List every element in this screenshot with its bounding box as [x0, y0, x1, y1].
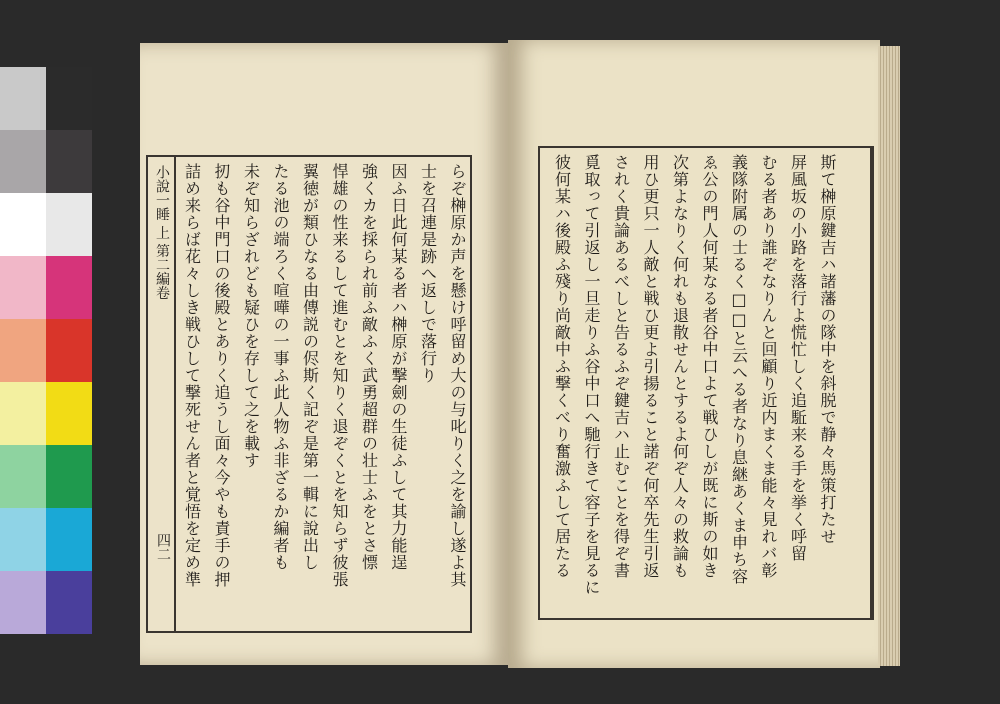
left-page — [140, 43, 508, 665]
calibration-patch — [46, 256, 92, 319]
calibration-patch — [0, 508, 46, 571]
text-column: 悍雄の性来るして進むとを知りく退ぞくとを知らず彼張 — [330, 163, 349, 588]
right-text-frame — [538, 146, 874, 620]
text-column: 扨も谷中門口の後殿とありく追うし面々今やも責手の押 — [212, 163, 231, 588]
text-column: 次第よなりく何れも退散せんとするよ何ぞ人々の救論も — [670, 154, 690, 579]
calibration-patch — [46, 445, 92, 508]
text-column: たる池の端ろく喧嘩の一事ふ此人物ふ非ざるか編者も — [271, 163, 290, 571]
calibration-patch — [0, 193, 46, 256]
text-column: 強くカを採られ前ふ敵ふく武勇超群の壮士ふをとさ慓 — [359, 163, 379, 571]
text-column: 翼徳が類ひなる由傳説の侭斯く記ぞ是第一輯に說出し — [300, 163, 320, 571]
text-column: ゑ公の門人何某なる者谷中口よて戦ひしが既に斯の如き — [700, 154, 719, 579]
text-column: 彼何某ハ後殿ふ殘り尚敵中ふ撃くべり奮激ふして居たる — [552, 154, 572, 579]
text-column: むる者あり誰ぞなりんと回顧り近内まくま能々見れバ彰 — [759, 154, 778, 579]
calibration-patch — [46, 67, 92, 130]
text-column: 屏風坂の小路を落行よ慌忙しく追駈来る手を挙く呼留 — [788, 154, 808, 562]
calibration-patch — [0, 382, 46, 445]
text-column: 士を召連是跡へ返しで落行り — [418, 163, 438, 384]
calibration-patch — [46, 508, 92, 571]
open-book — [140, 40, 900, 670]
calibration-patch — [0, 67, 46, 130]
left-hashira-title: 小說一睡 上 第二編卷 — [154, 165, 170, 300]
text-column: 覓取って引返し一旦走りふ谷中口へ馳行きて容子を見るに — [582, 154, 601, 596]
text-column: されく貴論あるべしと告るふぞ鍵吉ハ止むことを得ぞ書 — [611, 154, 631, 579]
right-page — [508, 40, 880, 668]
calibration-patch — [46, 193, 92, 256]
left-folio: 四二 — [155, 533, 171, 561]
text-column: 用ひ更只一人敵と戦ひ更よ引揚ること諾ぞ何卒先生引返 — [641, 154, 660, 579]
text-column: 詰め来らば花々しき戦ひして撃死せん者と覚悟を定め準 — [182, 163, 202, 588]
left-text-frame — [146, 155, 472, 633]
page-edges — [878, 46, 900, 666]
text-column: 斯て榊原鍵吉ハ諸藩の隊中を斜脱で静々馬策打たせ — [818, 154, 837, 545]
calibration-patch — [0, 256, 46, 319]
calibration-patch — [0, 571, 46, 634]
calibration-patch — [46, 571, 92, 634]
text-column: 未ぞ知らざれども疑ひを存して之を載す — [241, 163, 261, 469]
calibration-patch — [46, 130, 92, 193]
calibration-patch — [0, 130, 46, 193]
text-column: 因ふ日此何某る者ハ榊原が撃劍の生徒ふして其力能逞 — [389, 163, 408, 571]
calibration-patch — [46, 382, 92, 445]
text-column: らぞ榊原か声を懸け呼留め大の与叱りく之を諭し遂よ其 — [448, 163, 467, 588]
text-column: 義隊附属の士るく□□と云へる者なり息継あくま申ち容 — [729, 154, 749, 585]
left-hashira — [148, 157, 176, 631]
calibration-patch — [0, 445, 46, 508]
calibration-patch — [0, 319, 46, 382]
calibration-patch — [46, 319, 92, 382]
color-calibration-strip — [0, 67, 92, 633]
